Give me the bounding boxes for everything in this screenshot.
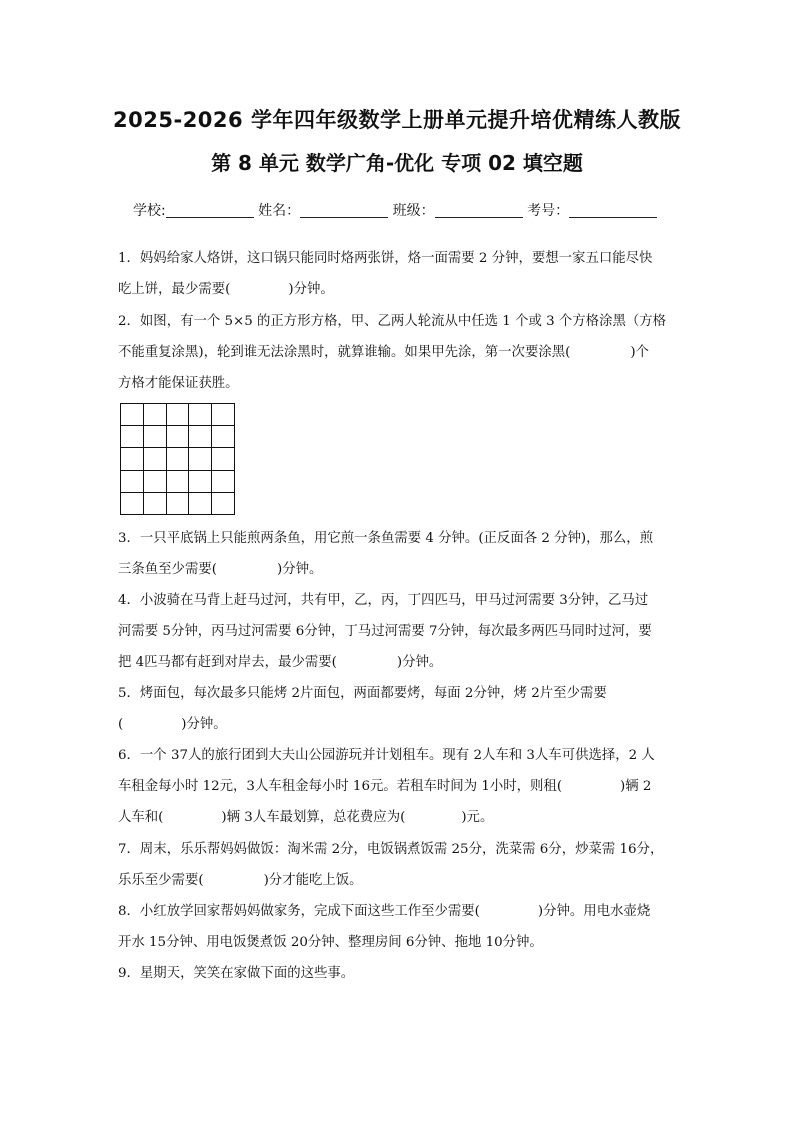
question-3 (118, 523, 684, 585)
exam-no-field[interactable] (569, 203, 657, 218)
question-text: 车租金每小时 12元，3人车租金每小时 16元。若租车时间为 1小时，则租( )辆 2 (118, 779, 652, 794)
exam-no-label: 考号： (527, 203, 570, 219)
question-8 (118, 896, 684, 958)
school-label: 学校: (133, 203, 166, 219)
class-field[interactable] (435, 203, 523, 218)
question-text: 8．小红放学回家帮妈妈做家务，完成下面这些工作至少需要( )分钟。用电水壶烧 (118, 904, 651, 919)
question-text: 方格才能保证获胜。 (118, 376, 239, 391)
question-text: 6．一个 37人的旅行团到大夫山公园游玩并计划租车。现有 2人车和 3人车可供选择，2 人 (118, 748, 655, 763)
question-text: 乐乐至少需要( )分才能吃上饭。 (118, 873, 363, 888)
worksheet-title: 2025-2026 学年四年级数学上册单元提升培优精练人教版 (113, 108, 681, 132)
question-text: 3．一只平底锅上只能煎两条鱼，用它煎一条鱼需要 4 分钟。(正反面各 2 分钟)，那么，煎 (118, 531, 654, 546)
question-text: 2．如图，有一个 5×5 的正方形方格，甲、乙两人轮流从中任选 1 个或 3 个方格涂黑（方格 (118, 314, 667, 329)
worksheet-subtitle: 第 8 单元 数学广角-优化 专项 02 填空题 (211, 151, 583, 175)
question-7 (118, 834, 684, 896)
question-text: 人车和( )辆 3人车最划算，总花费应为( )元。 (118, 810, 494, 825)
question-text: 1．妈妈给家人烙饼，这口锅只能同时烙两张饼，烙一面需要 2 分钟，要想一家五口能尽快 (118, 251, 653, 266)
question-text: 把 4匹马都有赶到对岸去，最少需要( )分钟。 (118, 655, 443, 670)
question-6 (118, 740, 684, 833)
question-text: 不能重复涂黑)，轮到谁无法涂黑时，就算谁输。如果甲先涂，第一次要涂黑( )个 (118, 345, 649, 360)
question-text: 吃上饼，最少需要( )分钟。 (118, 282, 334, 297)
school-field[interactable] (166, 203, 254, 218)
five-by-five-grid (120, 403, 235, 515)
question-text: 开水 15分钟、用电饭煲煮饭 20分钟、整理房间 6分钟、拖地 10分钟。 (118, 935, 543, 950)
question-5 (118, 678, 684, 740)
question-text: ( )分钟。 (118, 717, 227, 732)
student-info-row (133, 200, 657, 220)
question-9 (118, 958, 684, 989)
class-label: 班级： (392, 203, 435, 219)
question-text: 5．烤面包，每次最多只能烤 2片面包，两面都要烤，每面 2分钟，烤 2片至少需要 (118, 686, 607, 701)
question-text: 4．小波骑在马背上赶马过河，共有甲，乙，丙，丁四匹马，甲马过河需要 3分钟，乙马过 (118, 593, 649, 608)
question-text: 9．星期天，笑笑在家做下面的这些事。 (118, 966, 355, 981)
name-field[interactable] (300, 203, 388, 218)
question-1 (118, 243, 684, 305)
name-label: 姓名： (258, 203, 301, 219)
question-2 (118, 306, 684, 399)
question-text: 三条鱼至少需要( )分钟。 (118, 562, 323, 577)
question-4 (118, 585, 684, 678)
question-text: 7．周末，乐乐帮妈妈做饭：淘米需 2分，电饭锅煮饭需 25分，洗菜需 6分，炒菜需 16分， (118, 842, 664, 857)
question-text: 河需要 5分钟，丙马过河需要 6分钟，丁马过河需要 7分钟，每次最多两匹马同时过河，要 (118, 624, 652, 639)
